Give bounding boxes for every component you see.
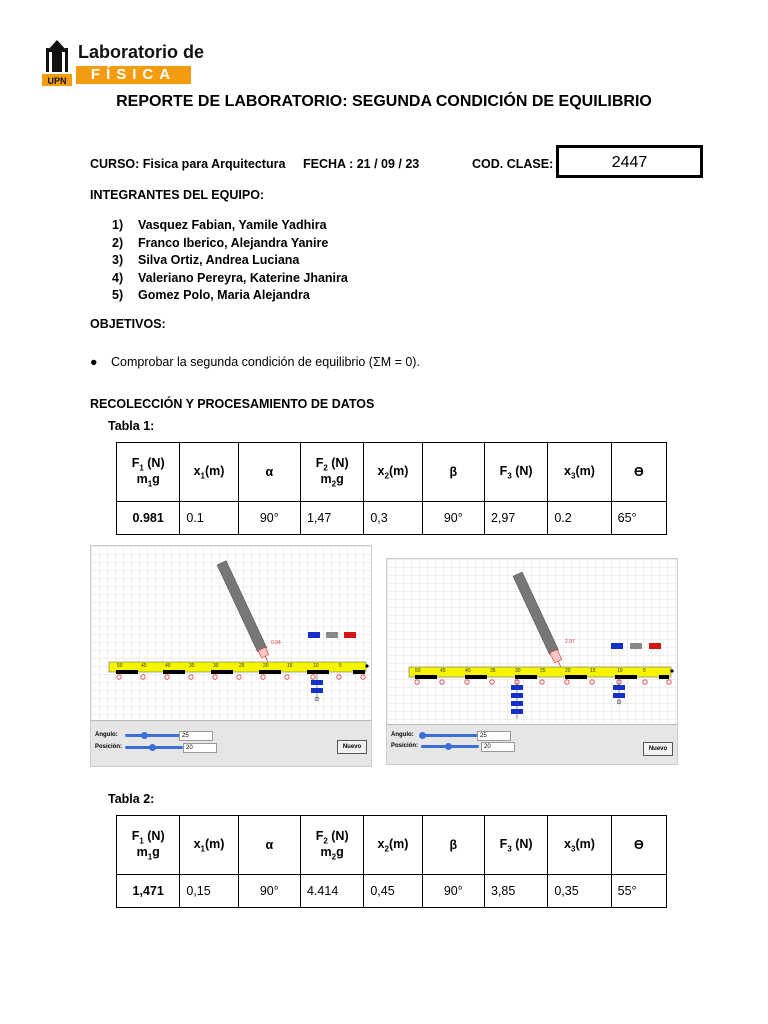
lever-diagram [387, 559, 677, 725]
ruler-tick: 40 [165, 663, 171, 669]
angle-slider-handle[interactable] [141, 732, 148, 739]
data-table-1 [116, 442, 667, 535]
table-row: 1,471 0,15 90° 4.414 0,45 90° 3,85 0,35 55° [117, 875, 667, 908]
ruler-tick: 15 [590, 668, 596, 674]
dynamometer [217, 561, 272, 664]
weights-palette [611, 643, 661, 649]
simulation-screenshot-1 [90, 545, 372, 767]
ruler-tick: 50 [415, 668, 421, 674]
table-header-row: $F_1$ (N) $m_1g$ $x_1(m)$ α $F_2$ (N) $m_2g$ $x_2(m)$ β $F_3$ (N) $x_3(m)$ ϴ [117, 443, 667, 502]
position-label: Posición: [391, 743, 419, 749]
control-panel [91, 720, 371, 766]
position-slider-handle[interactable] [445, 743, 452, 750]
simulation-screenshot-2 [386, 558, 678, 765]
list-item: 1) Vasquez Fabian, Yamile Yadhira [112, 218, 327, 232]
angle-slider[interactable] [125, 734, 183, 737]
objective-item: ● Comprobar la segunda condición de equilibrio (ΣM = 0). [90, 355, 420, 369]
ruler-tick: 15 [287, 663, 293, 669]
angle-slider-handle[interactable] [419, 732, 426, 739]
angle-field[interactable]: 25 [477, 731, 511, 741]
ruler-tick: 35 [189, 663, 195, 669]
lever-diagram [91, 546, 371, 721]
dynamometer [513, 572, 565, 669]
upn-logo-icon [42, 38, 72, 86]
table1-title: Tabla 1: [108, 419, 155, 433]
ruler-tick: 40 [465, 668, 471, 674]
data-heading: RECOLECCIÓN Y PROCESAMIENTO DE DATOS [90, 397, 375, 411]
ruler-tick: 5 [339, 663, 342, 669]
list-item: 4) Valeriano Pereyra, Katerine Jhanira [112, 270, 348, 285]
list-item: 2) Franco Iberico, Alejandra Yanire [112, 235, 329, 250]
list-item: 3) Silva Ortiz, Andrea Luciana [112, 253, 300, 267]
ruler-tick: 10 [313, 663, 319, 669]
position-field[interactable]: 20 [481, 742, 515, 752]
hanging-weights [311, 672, 323, 701]
logo-title: Laboratorio de [78, 42, 205, 62]
position-slider-handle[interactable] [149, 744, 156, 751]
objectives-heading: OBJETIVOS: [90, 317, 166, 331]
ruler-tick: 45 [141, 663, 147, 669]
member-list [112, 217, 348, 305]
weights-palette [308, 632, 356, 638]
angle-field[interactable]: 25 [179, 731, 213, 741]
table-header-row: $F_1$ (N) $m_1g$ $x_1(m)$ α $F_2$ (N) $m_2g$ $x_2(m)$ β $F_3$ (N) $x_3(m)$ ϴ [117, 816, 667, 875]
data-table-2 [116, 815, 667, 908]
ruler-tick: 25 [540, 668, 546, 674]
class-code-label: COD. CLASE: [472, 157, 554, 171]
ruler-tick: 5 [643, 668, 646, 674]
control-panel [387, 724, 677, 764]
table-row: 0.981 0.1 90° 1,47 0,3 90° 2,97 0.2 65° [117, 502, 667, 535]
date-label: FECHA : 21 / 09 / 23 [303, 157, 420, 171]
ruler-tick: 35 [490, 668, 496, 674]
position-field[interactable]: 20 [183, 743, 217, 753]
hanging-weights [511, 677, 625, 719]
ruler-tick: 30 [515, 668, 521, 674]
logo-subtitle: FÍSICA [76, 66, 191, 84]
force-reading: 2.97 [565, 639, 575, 645]
angle-slider[interactable] [421, 734, 479, 737]
ruler-tick: 25 [239, 663, 245, 669]
ruler-tick: 50 [117, 663, 123, 669]
course-label: CURSO: Fisica para Arquitectura [90, 157, 286, 171]
angle-label: Angulo: [391, 732, 414, 738]
force-reading: 0.94 [271, 640, 281, 646]
team-heading: INTEGRANTES DEL EQUIPO: [90, 188, 265, 202]
svg-text:UPN: UPN [47, 76, 67, 86]
ruler-tick: 20 [263, 663, 269, 669]
angle-label: Angulo: [95, 732, 118, 738]
table2-title: Tabla 2: [108, 792, 155, 806]
new-button[interactable]: Nuevo [643, 742, 673, 756]
position-label: Posición: [95, 744, 123, 750]
ruler-tick: 45 [440, 668, 446, 674]
ruler-tick: 10 [617, 668, 623, 674]
list-item: 5) Gomez Polo, Maria Alejandra [112, 288, 310, 302]
ruler-tick: 20 [565, 668, 571, 674]
new-button[interactable]: Nuevo [337, 740, 367, 754]
page-title: REPORTE DE LABORATORIO: SEGUNDA CONDICIÓN DE EQUILIBRIO [116, 93, 652, 110]
class-code-box: 2447 [556, 145, 703, 178]
ruler-tick: 30 [213, 663, 219, 669]
